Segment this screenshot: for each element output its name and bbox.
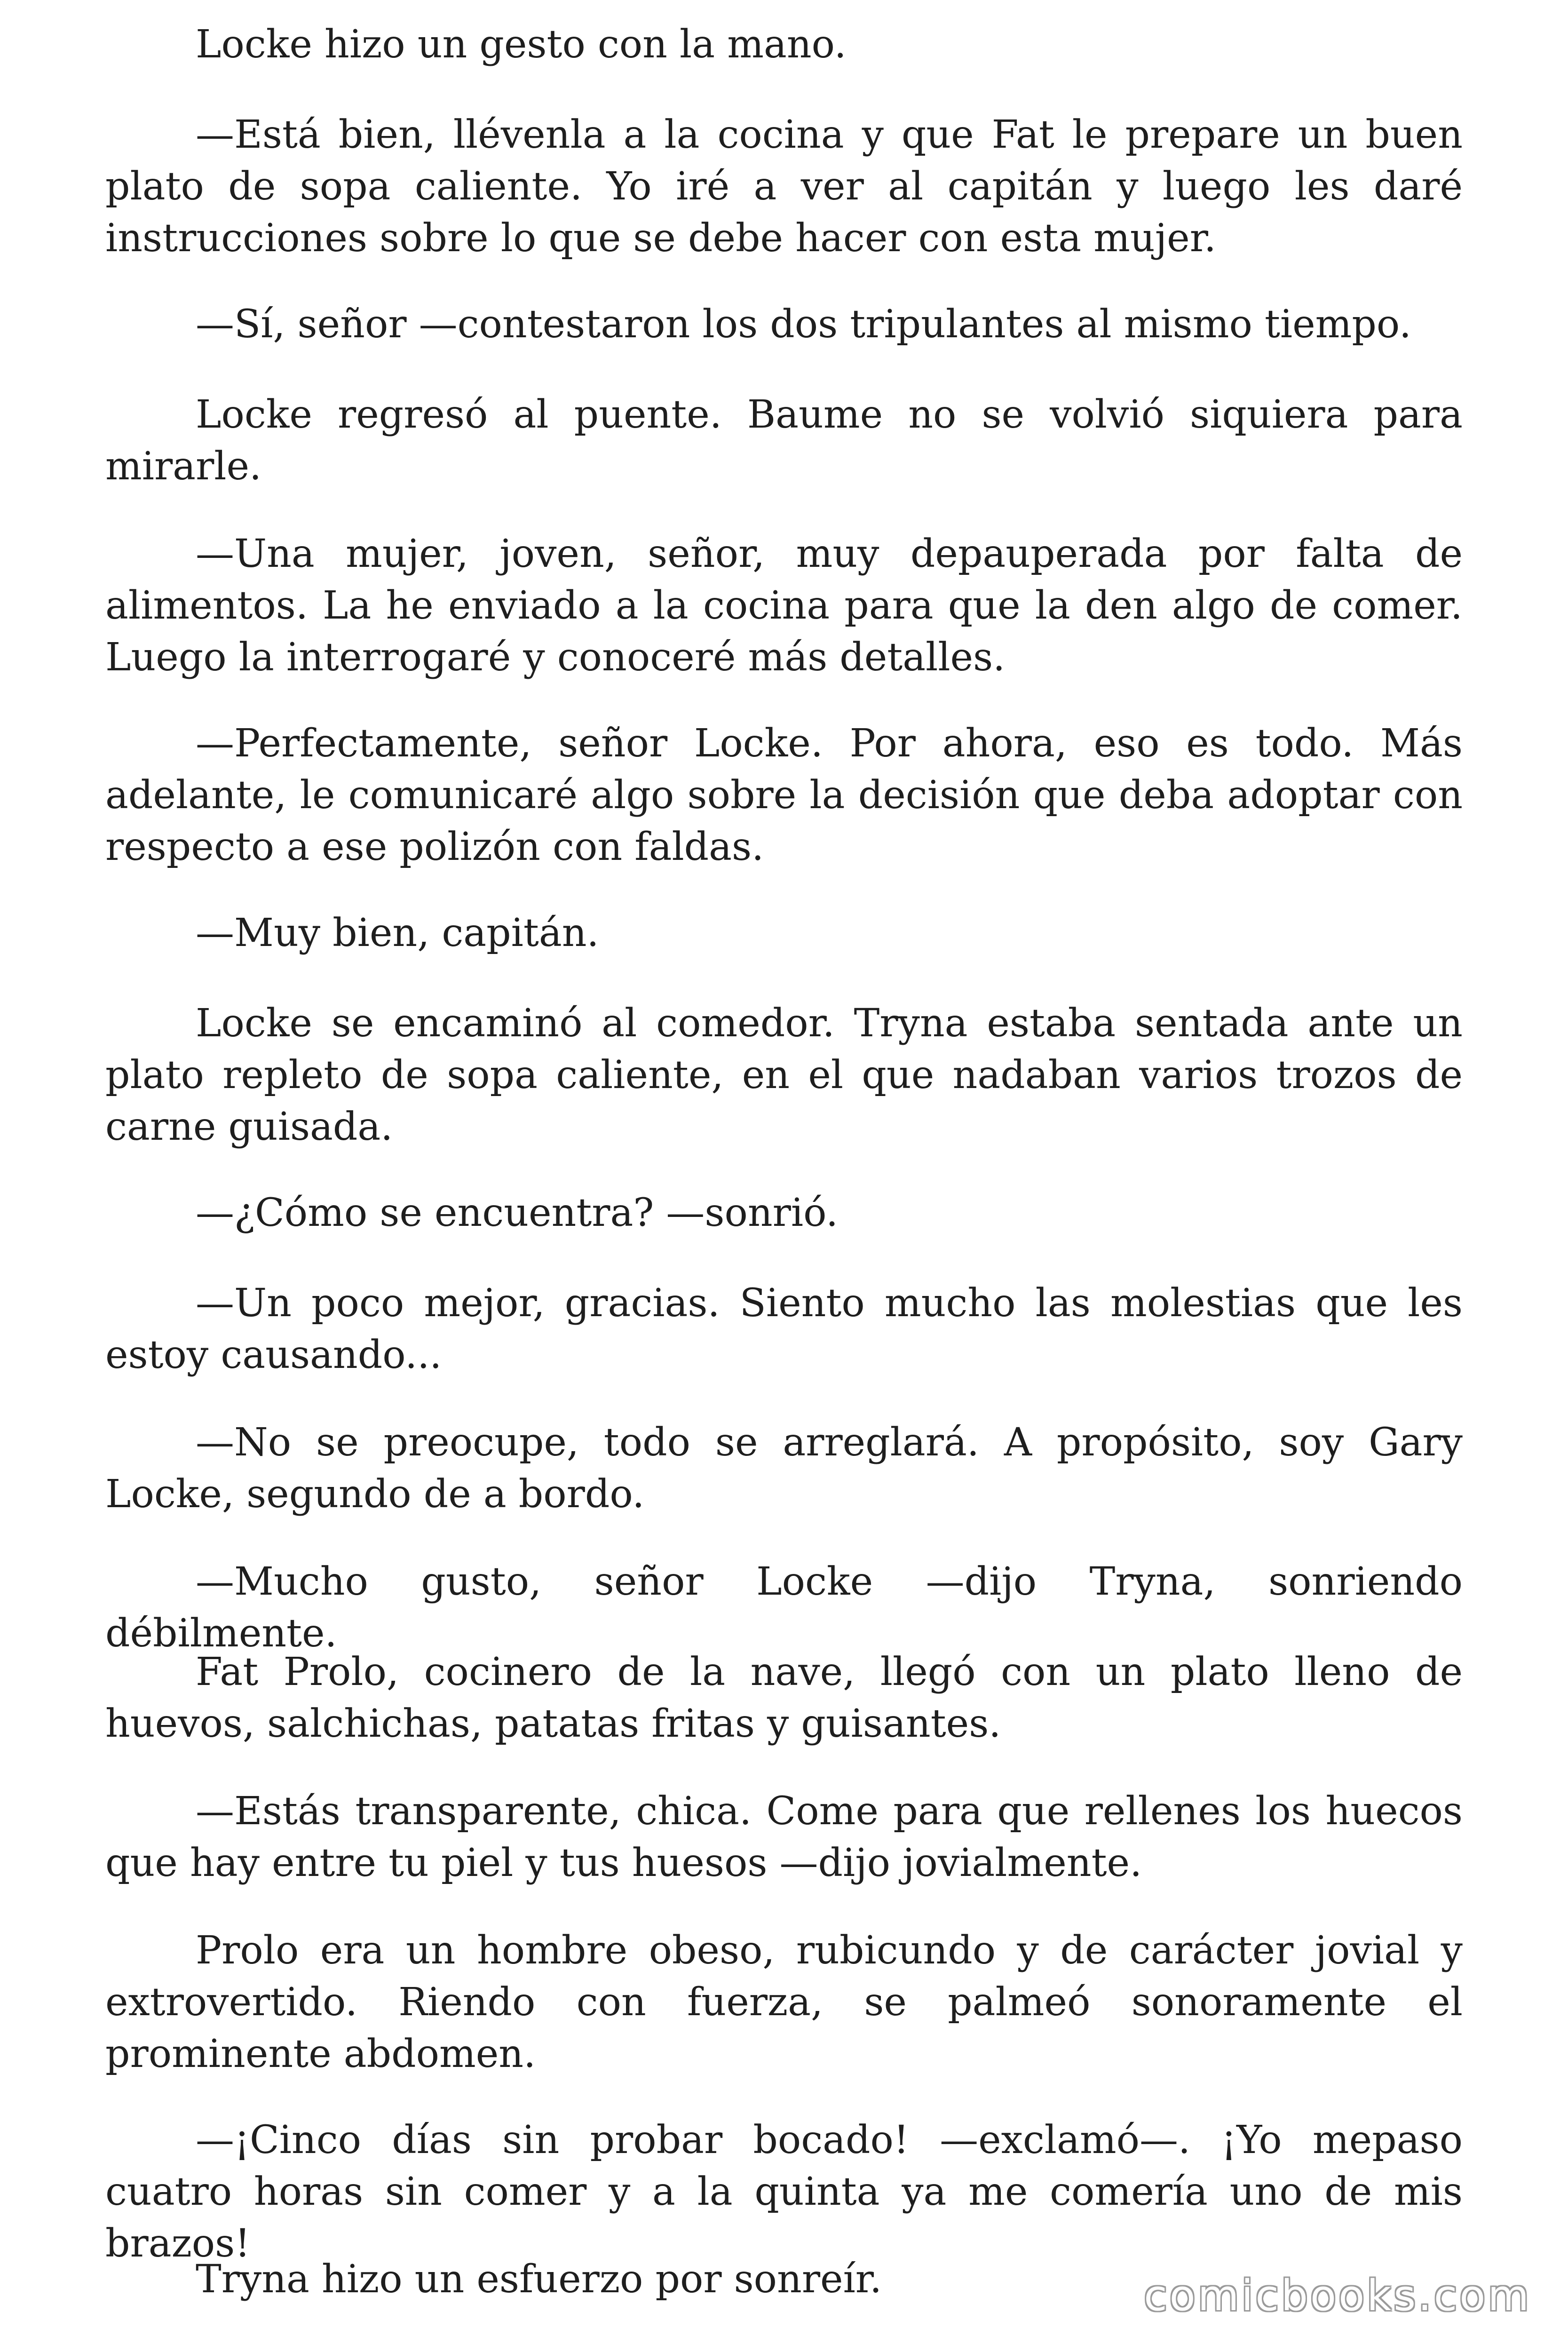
paragraph: —Una mujer, joven, señor, muy depauperada por falta de alimentos. La he enviado a la cocina para que la den algo de comer. Luego la interrogaré y conoceré más detalles. — [105, 532, 1463, 680]
paragraph: —No se preocupe, todo se arreglará. A propósito, soy Gary Locke, segundo de a bordo. — [105, 1420, 1463, 1517]
paragraph: Locke regresó al puente. Baume no se volvió siquiera para mirarle. — [105, 392, 1463, 489]
watermark: comicbooks.com — [1144, 2271, 1531, 2320]
paragraph: —¿Cómo se encuentra? —sonrió. — [196, 1191, 839, 1235]
paragraph: —Muy bien, capitán. — [196, 911, 599, 955]
paragraph: —Perfectamente, señor Locke. Por ahora, eso es todo. Más adelante, le comunicaré algo sobre la decisión que deba adoptar con respecto a ese polizón con faldas. — [105, 721, 1463, 869]
paragraph: —Está bien, llévenla a la cocina y que Fat le prepare un buen plato de sopa caliente. Yo iré a ver al capitán y luego les daré instrucciones sobre lo que se debe hacer con esta mujer. — [105, 112, 1463, 261]
paragraph: —Estás transparente, chica. Come para que rellenes los huecos que hay entre tu piel y tus huesos —dijo jovialmente. — [105, 1789, 1463, 1885]
paragraph: Locke se encaminó al comedor. Tryna estaba sentada ante un plato repleto de sopa caliente, en el que nadaban varios trozos de carne guisada. — [105, 1001, 1463, 1149]
paragraph: Locke hizo un gesto con la mano. — [196, 22, 847, 67]
paragraph: —Mucho gusto, señor Locke —dijo Tryna, sonriendo débilmente. — [105, 1559, 1463, 1656]
paragraph: —Sí, señor —contestaron los dos tripulantes al mismo tiempo. — [196, 302, 1411, 347]
book-page — [105, 0, 1463, 2352]
paragraph: Prolo era un hombre obeso, rubicundo y de carácter jovial y extrovertido. Riendo con fuerza, se palmeó sonoramente el prominente abdomen. — [105, 1928, 1463, 2076]
paragraph: —Un poco mejor, gracias. Siento mucho las molestias que les estoy causando... — [105, 1281, 1463, 1377]
paragraph: —¡Cinco días sin probar bocado! —exclamó—. ¡Yo mepaso cuatro horas sin comer y a la quinta ya me comería uno de mis brazos! — [105, 2118, 1463, 2266]
paragraph: Tryna hizo un esfuerzo por sonreír. — [196, 2257, 882, 2302]
paragraph: Fat Prolo, cocinero de la nave, llegó con un plato lleno de huevos, salchichas, patatas fritas y guisantes. — [105, 1650, 1463, 1746]
